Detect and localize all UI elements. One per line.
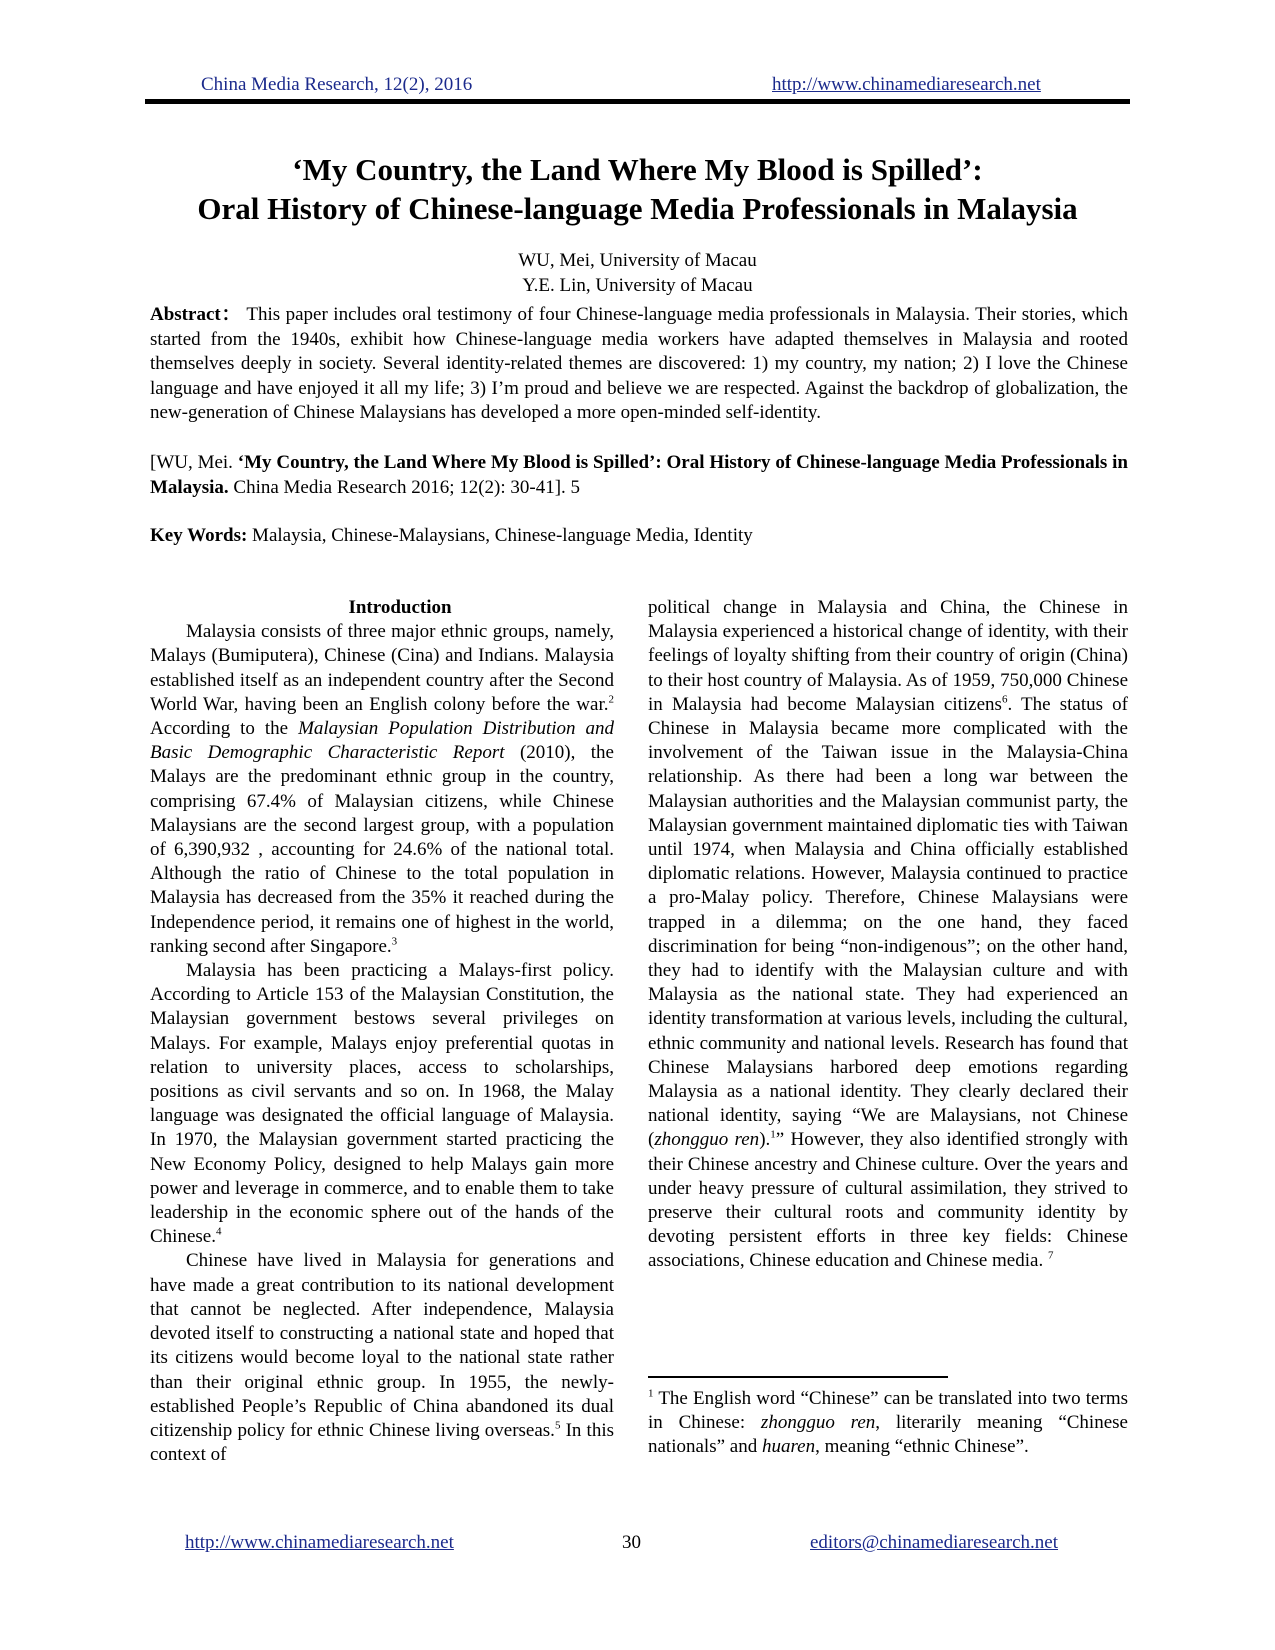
abstract-label: Abstract： [150,304,242,325]
p3-text-b: In this context of [150,1419,614,1466]
footnote-ref-7: 7 [1047,1250,1054,1263]
author-2: Y.E. Lin, University of Macau [522,275,753,296]
footnote-text-c: , meaning “ethnic Chinese”. [815,1436,1029,1457]
abstract [150,303,1128,426]
footnote-ref-2: 2 [608,693,614,706]
citation-title: ‘My Country, the Land Where My Blood is Spilled’: Oral History of Chinese-language Media Professionals in Malaysia. [150,452,1128,498]
journal-citation: China Media Research, 12(2), 2016 [201,74,473,95]
citation-prefix: [WU, Mei. [150,452,238,473]
citation-suffix: China Media Research 2016; 12(2): 30-41]. 5 [228,476,581,498]
p4-text-d: ” However, they also identified strongly with their Chinese ancestry and Chinese culture. Over the years and under heavy pressure of cultural assimilation, they strived to preserve their cultural roots and community identity by devoting persistent efforts in three key fields: Chinese associations, Chinese education and Chinese media. [648,1129,1128,1272]
page-number: 30 [622,1532,641,1553]
p1-text-c: (2010), the Malays are the predominant ethnic group in the country, comprising 67.4% of Malaysian citizens, while Chinese Malaysians are the second largest group, with a population of 6,390,932 , accounting for 24.6% of the national total. Although the ratio of Chinese to the total population in Malaysia has decreased from the 35% it reached during the Independence period, it remains one of highest in the world, ranking second after Singapore. [150,742,614,957]
footnote-text-b: , literarily meaning “Chinese nationals” and [648,1412,1128,1457]
p1-text-b: According to the [150,718,299,740]
footer-url-link[interactable]: http://www.chinamediaresearch.net [185,1532,454,1553]
footer-email-link[interactable]: editors@chinamediaresearch.net [810,1532,1059,1553]
footnote-rule [648,1376,948,1378]
footnote-term-zhongguo-ren: zhongguo ren [760,1412,876,1433]
p3-text-a: Chinese have lived in Malaysia for generations and have made a great contribution to its national development that cannot be neglected. After independence, Malaysia devoted itself to constructing a national state and hoped that its citizens would become loyal to the national state rather than their original ethnic group. In 1955, the newly-established People’s Republic of China abandoned its dual citizenship policy for ethnic Chinese living overseas. [150,1250,614,1441]
keywords-label: Key Words: [150,525,248,546]
running-header [145,74,1130,102]
p4-text-b: . The status of Chinese in Malaysia became more complicated with the involvement of the Taiwan issue in the Malaysia-China relationship. As there had been a long war between the Malaysian authorities and the Malaysian communist party, the Malaysian government maintained diplomatic ties with Taiwan until 1974, when Malaysia and China officially established diplomatic relations. However, Malaysia continued to practice a pro-Malay policy. Therefore, Chinese Malaysians were trapped in a dilemma; on the one hand, they faced discrimination for being “non-indigenous”; on the other hand, they had to identify with the Malaysian culture and with Malaysia as the national state. They had experienced an identity transformation at various levels, including the cultural, ethnic community and national levels. Research has found that Chinese Malaysians harbored deep emotions regarding Malaysia as a national identity. They clearly declared their national identity, saying “We are Malaysians, not Chinese ( [648,693,1128,1151]
paper-title [100,150,1175,228]
left-column [150,596,614,1467]
footnote-number: 1 [648,1387,654,1400]
keywords [150,524,1128,549]
citation [150,451,1128,500]
p4-text-c: ). [759,1129,771,1151]
footnote-ref-6: 6 [1001,693,1008,706]
header-rule [145,99,1130,104]
p4-text-a: political change in Malaysia and China, the Chinese in Malaysia experienced a historical change of identity, with their feelings of loyalty shifting from their country of origin (China) to their host country of Malaysia. As of 1959, 750,000 Chinese in Malaysia had become Malaysian citizens [648,597,1128,715]
keywords-text: Malaysia, Chinese-Malaysians, Chinese-language Media, Identity [247,525,753,546]
term-zhongguo-ren: zhongguo ren [654,1129,760,1151]
p1-text-a: Malaysia consists of three major ethnic groups, namely, Malays (Bumiputera), Chinese (Cina) and Indians. Malaysia established itself as an independent country after the Second World War, having been an English colony before the war. [150,621,614,715]
header-url-link[interactable]: http://www.chinamediaresearch.net [772,74,1041,95]
page-footer [0,1532,1275,1560]
paragraph-2 [150,959,614,1249]
paragraph-4 [648,596,1128,1274]
footnote-ref-4: 4 [215,1225,222,1238]
footnote-ref-1: 1 [770,1129,776,1142]
author-list [100,248,1175,298]
footnote-ref-3: 3 [391,935,398,948]
footnote-1 [648,1387,1128,1459]
footnote-ref-5: 5 [554,1419,561,1432]
paragraph-1 [150,620,614,959]
title-line-2: Oral History of Chinese-language Media Professionals in Malaysia [197,191,1078,226]
footnote-term-huaren: huaren [761,1436,816,1457]
p2-text: Malaysia has been practicing a Malays-first policy. According to Article 153 of the Malaysian Constitution, the Malaysian government bestows several privileges on Malays. For example, Malays enjoy preferential quotas in relation to university places, access to scholarships, positions as civil servants and so on. In 1968, the Malay language was designated the official language of Malaysia. In 1970, the Malaysian government started practicing the New Economy Policy, designed to help Malays gain more power and leverage in commerce, and to enable them to take leadership in the economic sphere out of the hands of the Chinese. [150,960,614,1248]
section-heading-introduction: Introduction [348,597,452,618]
report-title: Malaysian Population Distribution and Basic Demographic Characteristic Report [150,718,614,764]
title-line-1: ‘My Country, the Land Where My Blood is Spilled’: [292,152,983,187]
abstract-text: This paper includes oral testimony of four Chinese-language media professionals in Malaysia. Their stories, which started from the 1940s, exhibit how Chinese-language media workers have adapted themselves in Malaysia and rooted themselves deeply in society. Several identity-related themes are discovered: 1) my country, my nation; 2) I love the Chinese language and have enjoyed it all my life; 3) I’m proud and believe we are respected. Against the backdrop of globalization, the new-generation of Chinese Malaysians has developed a more open-minded self-identity. [150,304,1128,423]
paragraph-3 [150,1249,614,1467]
author-1: WU, Mei, University of Macau [518,250,757,271]
footnote-text-a: The English word “Chinese” can be translated into two terms in Chinese: [648,1388,1128,1433]
right-column [648,596,1128,1274]
